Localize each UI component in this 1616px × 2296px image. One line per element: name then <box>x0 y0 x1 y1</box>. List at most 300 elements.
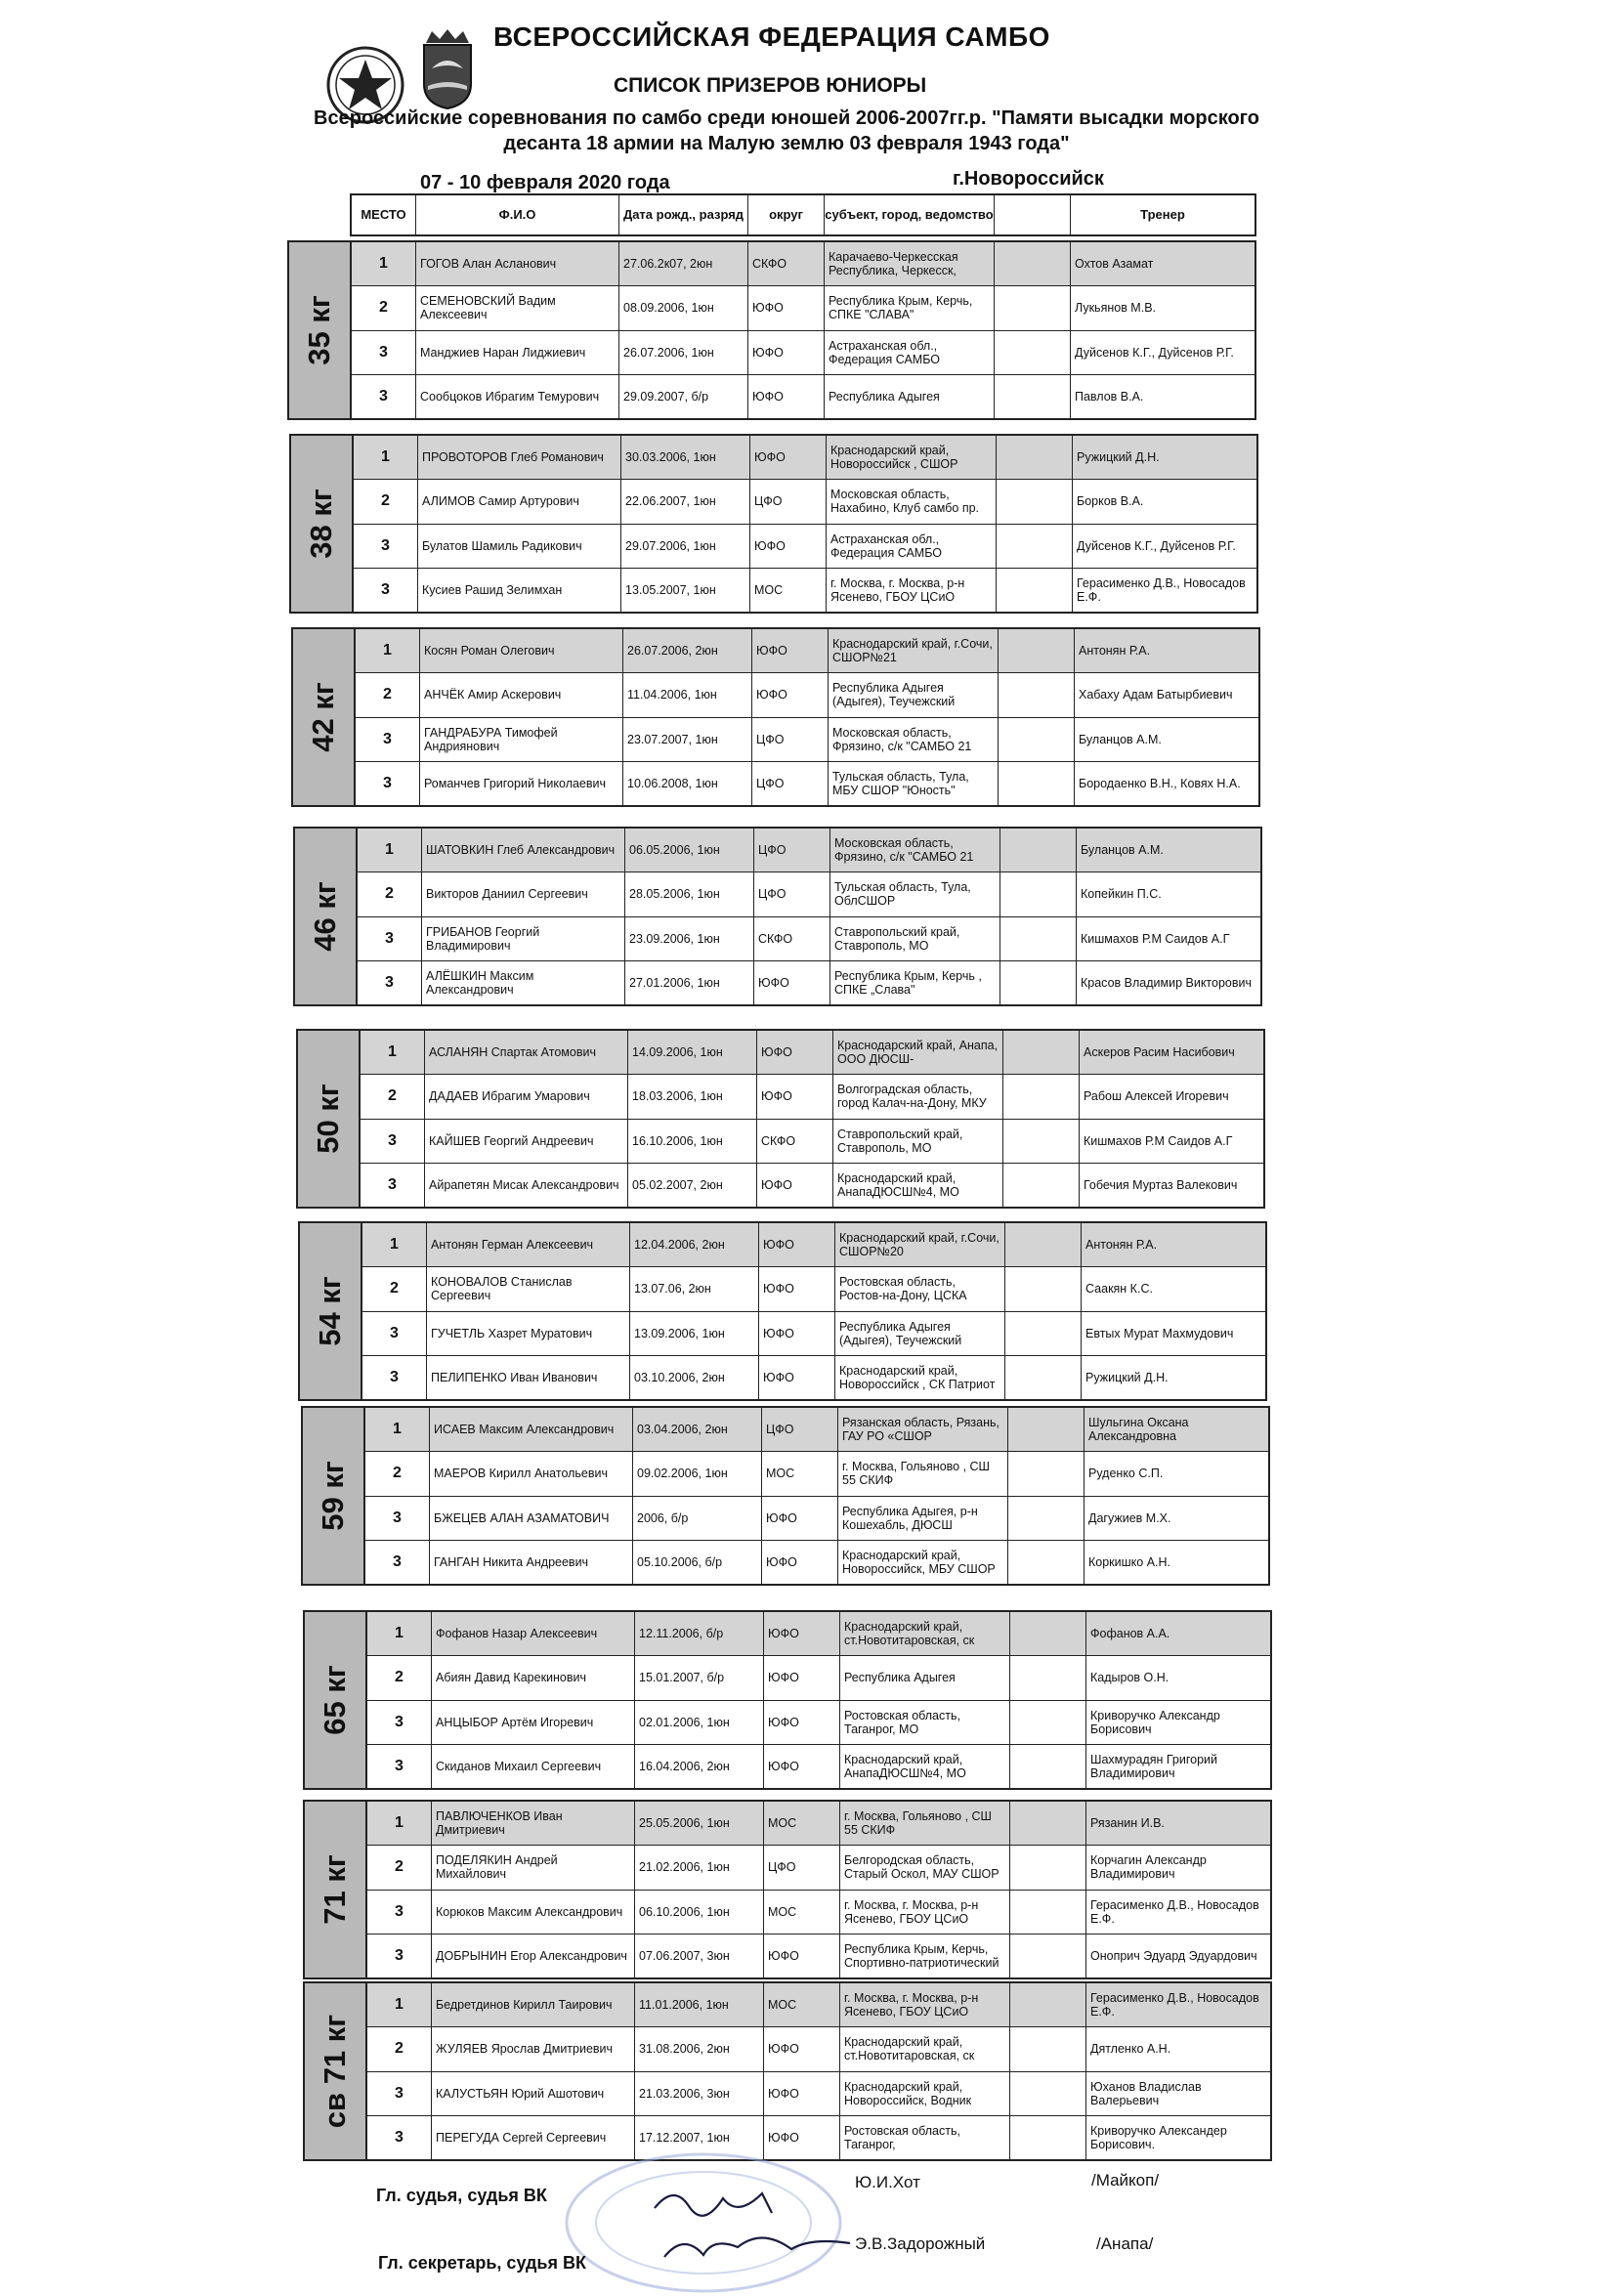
table-row <box>367 1802 1270 1846</box>
cell-district: ЦФО <box>754 872 830 915</box>
city-coat-of-arms-logo <box>418 29 477 109</box>
cell-blank <box>1000 961 1077 1004</box>
weight-label <box>303 1981 365 2161</box>
cell-district: ЮФО <box>764 1656 840 1699</box>
table-row <box>354 569 1256 612</box>
cell-name: ПЕЛИПЕНКО Иван Иванович <box>427 1356 630 1399</box>
cell-district: ЮФО <box>762 1497 838 1540</box>
cell-blank <box>1010 2116 1086 2159</box>
cell-coach: Юханов Владислав Валерьевич <box>1090 2079 1202 2107</box>
cell-region: Республика Адыгея (Адыгея), Теучежский <box>835 1312 1005 1355</box>
weight-label-text: 46 кг <box>308 881 342 952</box>
cell-place: 1 <box>361 1031 425 1074</box>
event-title-line-1: Всероссийские соревнования по самбо среди юношей 2006-2007гг.р. "Памяти высадки морского <box>314 107 1259 129</box>
cell-blank <box>1010 1846 1086 1889</box>
cell-dob: 08.09.2006, 1юн <box>619 286 748 329</box>
cell-place: 3 <box>354 525 418 568</box>
cell-dob: 06.10.2006, 1юн <box>635 1891 764 1934</box>
cell-dob: 23.07.2007, 1юн <box>623 718 752 761</box>
cell-name: СЕМЕНОВСКИЙ Вадим Алексеевич <box>416 286 619 329</box>
cell-blank <box>997 525 1073 568</box>
cell-blank <box>995 242 1071 285</box>
cell-region: Республика Адыгея, р-н Кошехабль, ДЮСШ <box>838 1497 1008 1540</box>
cell-district: МОС <box>764 1891 840 1934</box>
cell-blank <box>1008 1452 1084 1495</box>
event-title-line-2: десанта 18 армии на Малую землю 03 февраля 1943 года" <box>503 133 1070 154</box>
table-row <box>365 1497 1268 1541</box>
cell-region: г. Москва, г. Москва, р-н Ясенево, ГБОУ ЦСиО <box>827 569 997 612</box>
cell-region: Краснодарский край, Анапа, ООО ДЮСШ- <box>833 1031 1003 1074</box>
cell-name: МАЕРОВ Кирилл Анатольевич <box>430 1452 633 1495</box>
table-row <box>358 961 1260 1004</box>
cell-coach: Кадыров О.Н. <box>1090 1671 1169 1685</box>
cell-dob: 22.06.2007, 1юн <box>621 480 750 523</box>
cell-dob: 17.12.2007, 1юн <box>635 2116 764 2159</box>
cell-dob: 13.05.2007, 1юн <box>621 569 750 612</box>
cell-name: КОНОВАЛОВ Станислав Сергеевич <box>427 1267 630 1310</box>
cell-district: ЮФО <box>748 286 825 329</box>
page-subtitle: СПИСОК ПРИЗЕРОВ ЮНИОРЫ <box>614 74 927 97</box>
cell-name: АНЧЁК Амир Аскерович <box>420 673 623 716</box>
weight-rows <box>359 1029 1265 1209</box>
cell-dob: 31.08.2006, 2юн <box>635 2027 764 2070</box>
cell-district: СКФО <box>757 1120 833 1163</box>
cell-region: г. Москва, Гольяново , СШ 55 СКИФ <box>840 1802 1010 1845</box>
table-row <box>358 829 1260 872</box>
cell-district: МОС <box>764 1802 840 1845</box>
cell-coach: Борков В.А. <box>1077 494 1144 509</box>
cell-region: Тульская область, Тула, ОблСШОР <box>830 872 1000 915</box>
weight-block <box>303 1610 1272 1790</box>
cell-district: ЮФО <box>750 436 827 479</box>
cell-district: ЮФО <box>752 629 829 672</box>
cell-dob: 05.02.2007, 2юн <box>628 1164 757 1207</box>
cell-dob: 28.05.2006, 1юн <box>625 872 754 915</box>
cell-region: Белгородская область, Старый Оскол, МАУ СШОР <box>840 1846 1010 1889</box>
cell-coach: Ружицкий Д.Н. <box>1077 450 1160 465</box>
cell-name: ЖУЛЯЕВ Ярослав Дмитриевич <box>432 2027 635 2070</box>
cell-blank <box>1005 1312 1082 1355</box>
table-row <box>367 1891 1270 1935</box>
cell-blank <box>999 718 1075 761</box>
table-row <box>358 872 1260 916</box>
cell-coach: Аскеров Расим Насибович <box>1084 1045 1235 1060</box>
cell-region: Краснодарский край, Новороссийск , СШОР <box>827 436 997 479</box>
cell-dob: 12.04.2006, 2юн <box>630 1223 759 1266</box>
cell-coach: Бородаенко В.Н., Ковях Н.А. <box>1079 776 1241 790</box>
cell-region: Краснодарский край, г.Сочи, СШОР№20 <box>835 1223 1005 1266</box>
cell-dob: 12.11.2006, б/р <box>635 1612 764 1655</box>
cell-district: СКФО <box>748 242 825 285</box>
cell-name: Кусиев Рашид Зелимхан <box>418 569 621 612</box>
cell-blank <box>1010 1802 1086 1845</box>
cell-district: СКФО <box>754 917 830 960</box>
cell-blank <box>1000 917 1077 960</box>
cell-place: 3 <box>358 961 422 1004</box>
cell-district: ЦФО <box>754 829 830 872</box>
cell-district: МОС <box>762 1452 838 1495</box>
cell-place: 3 <box>362 1356 427 1399</box>
table-row <box>367 1983 1270 2027</box>
weight-label <box>303 1610 365 1790</box>
cell-blank <box>997 569 1073 612</box>
cell-district: ЮФО <box>764 2072 840 2115</box>
cell-blank <box>999 762 1075 805</box>
weight-label-text: 65 кг <box>318 1665 352 1735</box>
cell-place: 3 <box>367 2072 432 2115</box>
cell-region: Астраханская обл., Федерация САМБО <box>825 331 995 374</box>
cell-dob: 06.05.2006, 1юн <box>625 829 754 872</box>
cell-district: ЦФО <box>762 1408 838 1451</box>
weight-rows <box>365 1981 1272 2161</box>
cell-place: 3 <box>367 2116 432 2159</box>
cell-blank <box>1000 829 1077 872</box>
table-row <box>367 2072 1270 2116</box>
cell-coach: Герасименко Д.В., Новосадов Е.Ф. <box>1090 1991 1259 2020</box>
cell-coach: Рабош Алексей Игоревич <box>1084 1089 1229 1104</box>
cell-coach: Фофанов А.А. <box>1090 1627 1170 1641</box>
cell-name: ПЕРЕГУДА Сергей Сергеевич <box>432 2116 635 2159</box>
cell-dob: 21.02.2006, 1юн <box>635 1846 764 1889</box>
cell-place: 3 <box>352 375 416 418</box>
cell-blank <box>1003 1120 1080 1163</box>
cell-dob: 30.03.2006, 1юн <box>621 436 750 479</box>
weight-rows <box>352 434 1258 614</box>
table-row <box>362 1312 1265 1356</box>
cell-place: 3 <box>367 1935 432 1977</box>
cell-district: ЮФО <box>764 1935 840 1977</box>
cell-coach: Евтых Мурат Махмудович <box>1085 1326 1234 1340</box>
chief-judge-name: Ю.И.Хот <box>855 2173 920 2191</box>
weight-rows <box>350 240 1256 420</box>
cell-coach: Охтов Азамат <box>1075 257 1154 272</box>
cell-district: ЮФО <box>764 2116 840 2159</box>
cell-district: ЮФО <box>757 1031 833 1074</box>
cell-dob: 03.04.2006, 2юн <box>633 1408 762 1451</box>
cell-name: АЛИМОВ Самир Артурович <box>418 480 621 523</box>
table-row <box>367 1935 1270 1977</box>
cell-name: Фофанов Назар Алексеевич <box>432 1612 635 1655</box>
cell-coach: Копейкин П.С. <box>1081 887 1162 902</box>
table-row <box>367 1846 1270 1890</box>
cell-district: ЮФО <box>764 1612 840 1655</box>
table-row <box>361 1075 1263 1119</box>
cell-place: 3 <box>352 331 416 374</box>
cell-coach: Гобечия Муртаз Валекович <box>1084 1177 1238 1192</box>
cell-district: ЮФО <box>752 673 829 716</box>
cell-region: Ростовская область, Таганрог, <box>840 2116 1010 2159</box>
cell-region: Астраханская обл., Федерация САМБО <box>827 525 997 568</box>
cell-place: 2 <box>367 1846 432 1889</box>
cell-blank <box>1008 1497 1084 1540</box>
cell-name: ГУЧЕТЛЬ Хазрет Муратович <box>427 1312 630 1355</box>
col-place: МЕСТО <box>352 195 416 234</box>
cell-place: 2 <box>358 872 422 915</box>
weight-block <box>301 1406 1270 1586</box>
cell-name: Антонян Герман Алексеевич <box>427 1223 630 1266</box>
weight-label-text: св 71 кг <box>318 2014 352 2129</box>
cell-district: ЮФО <box>748 331 825 374</box>
cell-dob: 11.04.2006, 1юн <box>623 673 752 716</box>
cell-dob: 02.01.2006, 1юн <box>635 1701 764 1744</box>
cell-place: 1 <box>367 1983 432 2026</box>
cell-place: 3 <box>367 1891 432 1934</box>
table-row <box>365 1452 1268 1496</box>
cell-district: ЮФО <box>764 1701 840 1744</box>
weight-label-text: 42 кг <box>306 682 340 752</box>
cell-region: Краснодарский край, ст.Новотитаровская, ск <box>840 2027 1010 2070</box>
cell-region: г. Москва, г. Москва, р-н Ясенево, ГБОУ ЦСиО <box>840 1983 1010 2026</box>
cell-name: АНЦЫБОР Артём Игоревич <box>432 1701 635 1744</box>
table-row <box>356 762 1258 805</box>
cell-name: КАЛУСТЬЯН Юрий Ашотович <box>432 2072 635 2115</box>
table-row <box>352 375 1255 418</box>
cell-region: Ростовская область, Ростов-на-Дону, ЦСКА <box>835 1267 1005 1310</box>
cell-coach: Герасименко Д.В., Новосадов Е.Ф. <box>1077 575 1246 604</box>
col-blank <box>995 195 1071 234</box>
cell-district: ЦФО <box>752 762 829 805</box>
cell-coach: Красов Владимир Викторович <box>1081 975 1253 990</box>
cell-coach: Рязанин И.В. <box>1090 1816 1165 1831</box>
cell-blank <box>1003 1031 1080 1074</box>
cell-place: 3 <box>356 762 420 805</box>
weight-label <box>303 1800 365 1979</box>
cell-place: 1 <box>365 1408 430 1451</box>
cell-region: Краснодарский край, Новороссийск, Водник <box>840 2072 1010 2115</box>
cell-place: 2 <box>354 480 418 523</box>
cell-coach: Дятленко А.Н. <box>1090 2042 1171 2057</box>
cell-coach: Криворучко Александр Борисович <box>1090 1708 1220 1736</box>
table-row <box>361 1031 1263 1075</box>
table-row <box>362 1267 1265 1311</box>
cell-name: Косян Роман Олегович <box>420 629 623 672</box>
cell-name: ГАНГАН Никита Андреевич <box>430 1541 633 1584</box>
cell-region: г. Москва, г. Москва, р-н Ясенево, ГБОУ ЦСиО <box>840 1891 1010 1934</box>
cell-district: ЮФО <box>762 1541 838 1584</box>
cell-place: 2 <box>367 1656 432 1699</box>
cell-coach: Павлов В.А. <box>1075 389 1144 404</box>
col-region: субъект, город, ведомство <box>825 195 995 234</box>
cell-district: МОС <box>750 569 827 612</box>
weight-label-text: 71 кг <box>318 1854 352 1925</box>
cell-district: МОС <box>764 1983 840 2026</box>
cell-dob: 2006, б/р <box>633 1497 762 1540</box>
cell-dob: 13.09.2006, 1юн <box>630 1312 759 1355</box>
cell-blank <box>1010 1701 1086 1744</box>
weight-block <box>303 1981 1272 2161</box>
cell-place: 2 <box>362 1267 427 1310</box>
weight-label-text: 54 кг <box>313 1276 347 1346</box>
cell-place: 3 <box>362 1312 427 1355</box>
cell-dob: 26.07.2006, 2юн <box>623 629 752 672</box>
cell-dob: 10.06.2008, 1юн <box>623 762 752 805</box>
chief-secretary-name: Э.В.Задорожный <box>855 2234 986 2253</box>
weight-label-text: 35 кг <box>302 295 336 365</box>
cell-blank <box>997 480 1073 523</box>
handwritten-signatures <box>645 2179 889 2276</box>
table-row <box>365 1541 1268 1584</box>
col-district: округ <box>748 195 825 234</box>
cell-dob: 25.05.2006, 1юн <box>635 1802 764 1845</box>
cell-coach: Дуйсенов К.Г., Дуйсенов Р.Г. <box>1075 345 1234 360</box>
cell-region: Рязанская область, Рязань, ГАУ РО «СШОР <box>838 1408 1008 1451</box>
cell-region: Республика Адыгея <box>840 1656 1010 1699</box>
cell-dob: 29.09.2007, б/р <box>619 375 748 418</box>
weight-label-text: 50 кг <box>311 1084 345 1154</box>
cell-name: БЖЕЦЕВ АЛАН АЗАМАТОВИЧ <box>430 1497 633 1540</box>
weight-rows <box>361 1221 1267 1401</box>
table-row <box>354 436 1256 480</box>
cell-blank <box>1005 1356 1082 1399</box>
cell-blank <box>1010 2027 1086 2070</box>
weight-label-text: 38 кг <box>304 489 338 559</box>
cell-place: 1 <box>356 629 420 672</box>
weight-rows <box>354 627 1260 807</box>
cell-dob: 27.06.2к07, 2юн <box>619 242 748 285</box>
cell-region: Карачаево-Черкесская Республика, Черкесск, <box>825 242 995 285</box>
table-row <box>356 673 1258 717</box>
cell-place: 3 <box>365 1541 430 1584</box>
table-row <box>362 1223 1265 1267</box>
cell-coach: Дагужиев М.Х. <box>1088 1510 1171 1525</box>
cell-name: Сообцоков Ибрагим Темурович <box>416 375 619 418</box>
cell-district: ЮФО <box>750 525 827 568</box>
cell-name: Викторов Даниил Сергеевич <box>422 872 625 915</box>
cell-blank <box>1008 1408 1084 1451</box>
table-row <box>361 1164 1263 1207</box>
col-dob: Дата рожд., разряд <box>619 195 748 234</box>
cell-blank <box>999 673 1075 716</box>
cell-place: 2 <box>352 286 416 329</box>
cell-name: ДАДАЕВ Ибрагим Умарович <box>425 1075 628 1118</box>
cell-coach: Ружицкий Д.Н. <box>1085 1370 1169 1384</box>
cell-name: ИСАЕВ Максим Александрович <box>430 1408 633 1451</box>
cell-district: ЮФО <box>757 1164 833 1207</box>
cell-place: 1 <box>367 1802 432 1845</box>
cell-region: Краснодарский край, АнапаДЮСШ№4, МО <box>833 1164 1003 1207</box>
cell-blank <box>1010 1656 1086 1699</box>
table-row <box>367 2027 1270 2071</box>
cell-name: ГРИБАНОВ Георгий Владимирович <box>422 917 625 960</box>
cell-region: Республика Крым, Керчь , СПКЕ „Слава" <box>830 961 1000 1004</box>
cell-coach: Буланцов А.М. <box>1079 732 1162 746</box>
weight-block <box>303 1800 1272 1979</box>
weight-label <box>301 1406 363 1586</box>
table-row <box>367 1612 1270 1656</box>
cell-place: 1 <box>358 829 422 872</box>
weight-block <box>287 240 1256 420</box>
cell-district: ЮФО <box>759 1267 835 1310</box>
weight-rows <box>365 1610 1272 1790</box>
cell-blank <box>1000 872 1077 915</box>
cell-place: 3 <box>367 1745 432 1788</box>
cell-blank <box>995 375 1071 418</box>
cell-blank <box>1010 1612 1086 1655</box>
cell-region: Московская область, Фрязино, с/к "САМБО 21 <box>830 829 1000 872</box>
cell-place: 1 <box>352 242 416 285</box>
cell-region: Ставропольский край, Ставрополь, МО <box>830 917 1000 960</box>
cell-region: Республика Крым, Керчь, Спортивно-патриотический <box>840 1935 1010 1977</box>
cell-coach: Криворучко Александер Борисович. <box>1090 2123 1227 2151</box>
cell-dob: 16.10.2006, 1юн <box>628 1120 757 1163</box>
cell-district: ЮФО <box>757 1075 833 1118</box>
chief-judge-city: /Майкоп/ <box>1091 2171 1160 2190</box>
weight-label-text: 59 кг <box>316 1461 350 1531</box>
event-dates: 07 - 10 февраля 2020 года <box>420 172 670 193</box>
table-row <box>352 242 1255 286</box>
cell-region: Тульская область, Тула, МБУ СШОР "Юность" <box>829 762 999 805</box>
cell-district: ЦФО <box>752 718 829 761</box>
cell-dob: 21.03.2006, 3юн <box>635 2072 764 2115</box>
cell-district: ЮФО <box>759 1312 835 1355</box>
cell-name: Корюков Максим Александрович <box>432 1891 635 1934</box>
cell-blank <box>1010 1891 1086 1934</box>
chief-secretary-city: /Анапа/ <box>1096 2234 1154 2253</box>
cell-blank <box>995 331 1071 374</box>
cell-place: 3 <box>356 718 420 761</box>
weight-block <box>289 434 1258 614</box>
cell-dob: 27.01.2006, 1юн <box>625 961 754 1004</box>
table-row <box>356 718 1258 762</box>
cell-name: ДОБРЫНИН Егор Александрович <box>432 1935 635 1977</box>
cell-blank <box>997 436 1073 479</box>
cell-district: ЮФО <box>759 1223 835 1266</box>
cell-name: Скиданов Михаил Сергеевич <box>432 1745 635 1788</box>
weight-block <box>298 1221 1267 1401</box>
cell-coach: Кишмахов Р.М Саидов А.Г <box>1084 1133 1233 1148</box>
cell-coach: Герасименко Д.В., Новосадов Е.Ф. <box>1090 1897 1259 1926</box>
cell-name: АСЛАНЯН Спартак Атомович <box>425 1031 628 1074</box>
table-row <box>356 629 1258 673</box>
cell-coach: Саакян К.С. <box>1085 1282 1153 1297</box>
cell-dob: 11.01.2006, 1юн <box>635 1983 764 2026</box>
cell-blank <box>1003 1075 1080 1118</box>
cell-region: Московская область, Фрязино, с/к "САМБО 21 <box>829 718 999 761</box>
table-row <box>358 917 1260 961</box>
event-city: г.Новороссийск <box>953 168 1104 190</box>
weight-rows <box>363 1406 1270 1586</box>
cell-region: г. Москва, Гольяново , СШ 55 СКИФ <box>838 1452 1008 1495</box>
cell-place: 3 <box>365 1497 430 1540</box>
cell-dob: 23.09.2006, 1юн <box>625 917 754 960</box>
cell-region: Краснодарский край, ст.Новотитаровская, ск <box>840 1612 1010 1655</box>
weight-label <box>291 627 354 807</box>
cell-place: 3 <box>361 1164 425 1207</box>
cell-region: Краснодарский край, Новороссийск, МБУ СШОР <box>838 1541 1008 1584</box>
cell-district: ЦФО <box>750 480 827 523</box>
cell-district: ЮФО <box>748 375 825 418</box>
cell-region: Ростовская область, Таганрог, МО <box>840 1701 1010 1744</box>
cell-blank <box>1010 2072 1086 2115</box>
cell-coach: Антонян Р.А. <box>1085 1238 1158 1253</box>
cell-coach: Хабаху Адам Батырбиевич <box>1079 688 1233 702</box>
cell-region: Краснодарский край, г.Сочи, СШОР№21 <box>829 629 999 672</box>
cell-dob: 18.03.2006, 1юн <box>628 1075 757 1118</box>
cell-coach: Шахмурадян Григорий Владимирович <box>1090 1752 1217 1780</box>
cell-place: 1 <box>362 1223 427 1266</box>
col-name: Ф.И.О <box>416 195 619 234</box>
cell-coach: Буланцов А.М. <box>1081 843 1164 858</box>
cell-name: Манджиев Наран Лиджиевич <box>416 331 619 374</box>
cell-place: 2 <box>361 1075 425 1118</box>
col-coach: Тренер <box>1140 207 1185 222</box>
chief-secretary-label: Гл. секретарь, судья ВК <box>378 2253 586 2273</box>
table-row <box>354 525 1256 569</box>
table-row <box>352 331 1255 375</box>
cell-region: Краснодарский край, АнапаДЮСШ№4, МО <box>840 1745 1010 1788</box>
table-row <box>352 286 1255 330</box>
cell-district: ЦФО <box>764 1846 840 1889</box>
